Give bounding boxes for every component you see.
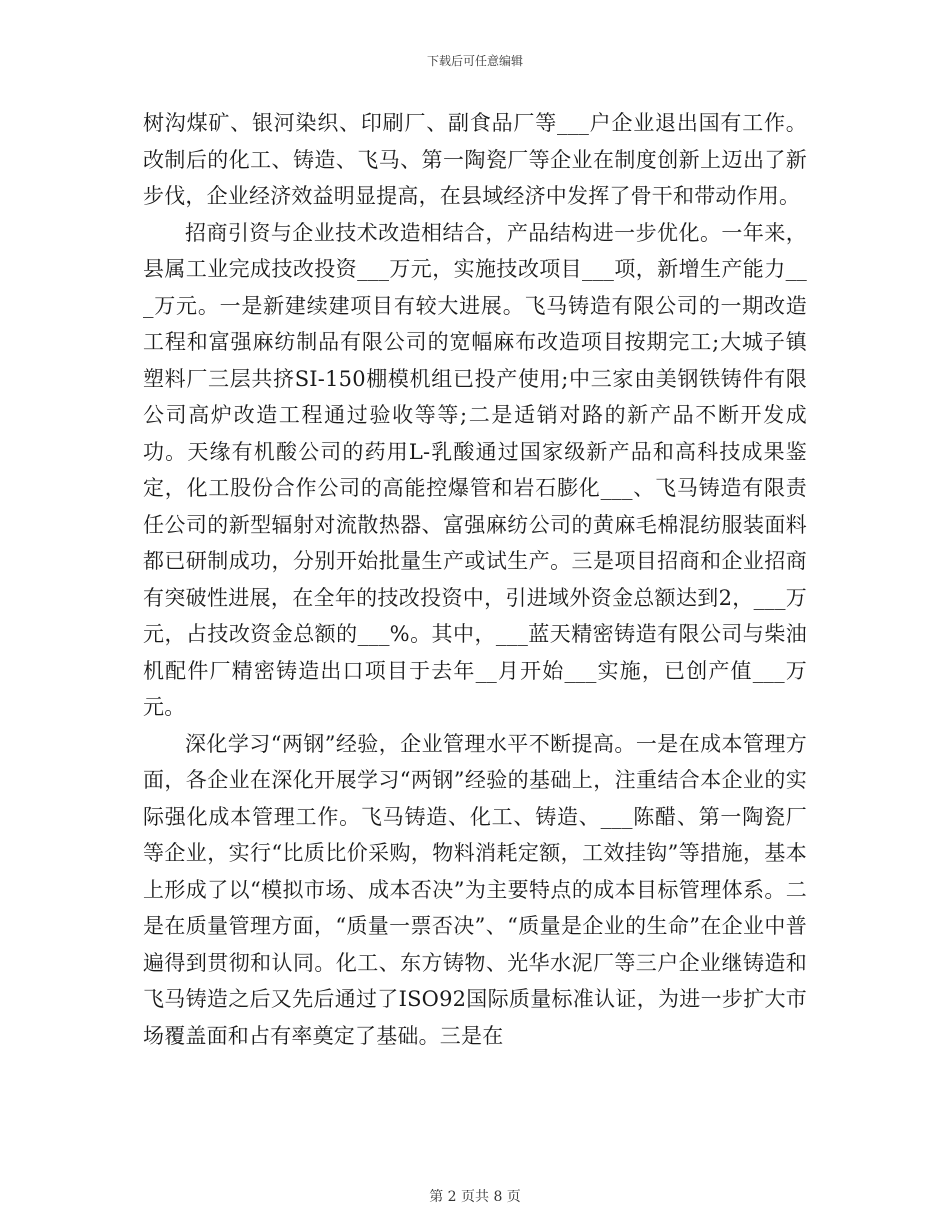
paragraph-3: 深化学习“两钢”经验，企业管理水平不断提高。一是在成本管理方面，各企业在深化开展学习“两钢”经验的基础上，注重结合本企业的实际强化成本管理工作。飞马铸造、化工、铸造、___陈醋、第一陶瓷厂等企业，实行“比质比价采购，物料消耗定额，工效挂钩”等措施，基本上形成了以“模拟市场、成本否决”为主要特点的成本目标管理体系。二是在质量管理方面，“质量一票否决”、“质量是企业的生命”在企业中普遍得到贯彻和认同。化工、东方铸物、光华水泥厂等三户企业继铸造和飞马铸造之后又先后通过了ISO92国际质量标准认证，为进一步扩大市场覆盖面和占有率奠定了基础。三是在 [143,731,807,1048]
document-body [143,105,807,1054]
page-footer: 第 2 页共 8 页 [429,1189,521,1205]
page-header: 下载后可任意编辑 [426,54,523,68]
paragraph-2: 招商引资与企业技术改造相结合，产品结构进一步优化。一年来，县属工业完成技改投资___万元，实施技改项目___项，新增生产能力___万元。一是新建续建项目有较大进展。飞马铸造有限公司的一期改造工程和富强麻纺制品有限公司的宽幅麻布改造项目按期完工;大城子镇塑料厂三层共挤SI-150棚模机组已投产使用;中三家由美钢铁铸件有限公司高炉改造工程通过验收等等;二是适销对路的新产品不断开发成功。天缘有机酸公司的药用L-乳酸通过国家级新产品和高科技成果鉴定，化工股份合作公司的高能控爆管和岩石膨化___、飞马铸造有限责任公司的新型辐射对流散热器、富强麻纺公司的黄麻毛棉混纺服装面料都已研制成功，分别开始批量生产或试生产。三是项目招商和企业招商有突破性进展，在全年的技改投资中，引进域外资金总额达到2，___万元，占技改资金总额的___%。其中，___蓝天精密铸造有限公司与柴油机配件厂精密铸造出口项目于去年__月开始___实施，已创产值___万元。 [143,220,807,719]
paragraph-1: 树沟煤矿、银河染织、印刷厂、副食品厂等___户企业退出国有工作。改制后的化工、铸造、飞马、第一陶瓷厂等企业在制度创新上迈出了新步伐，企业经济效益明显提高，在县域经济中发挥了骨干和带动作用。 [143,111,807,208]
